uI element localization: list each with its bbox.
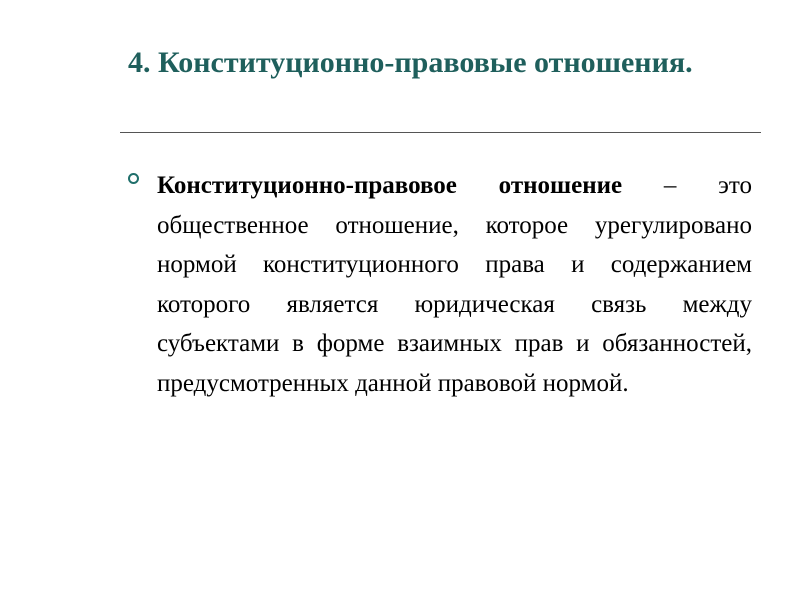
- title-divider: [120, 132, 761, 133]
- hollow-circle-icon: [128, 173, 139, 184]
- bullet-definition: – это общественное отношение, которое урегулировано нормой конституционного права и содержанием которого является юридическая связь между субъектами в форме взаимных прав и обязанностей, предусмотренных данной правовой нормой.: [157, 172, 752, 397]
- slide-title: 4. Конституционно-правовые отношения.: [128, 46, 693, 79]
- bullet-term: Конституционно-правовое отношение: [157, 172, 623, 199]
- bullet-paragraph: [157, 166, 752, 403]
